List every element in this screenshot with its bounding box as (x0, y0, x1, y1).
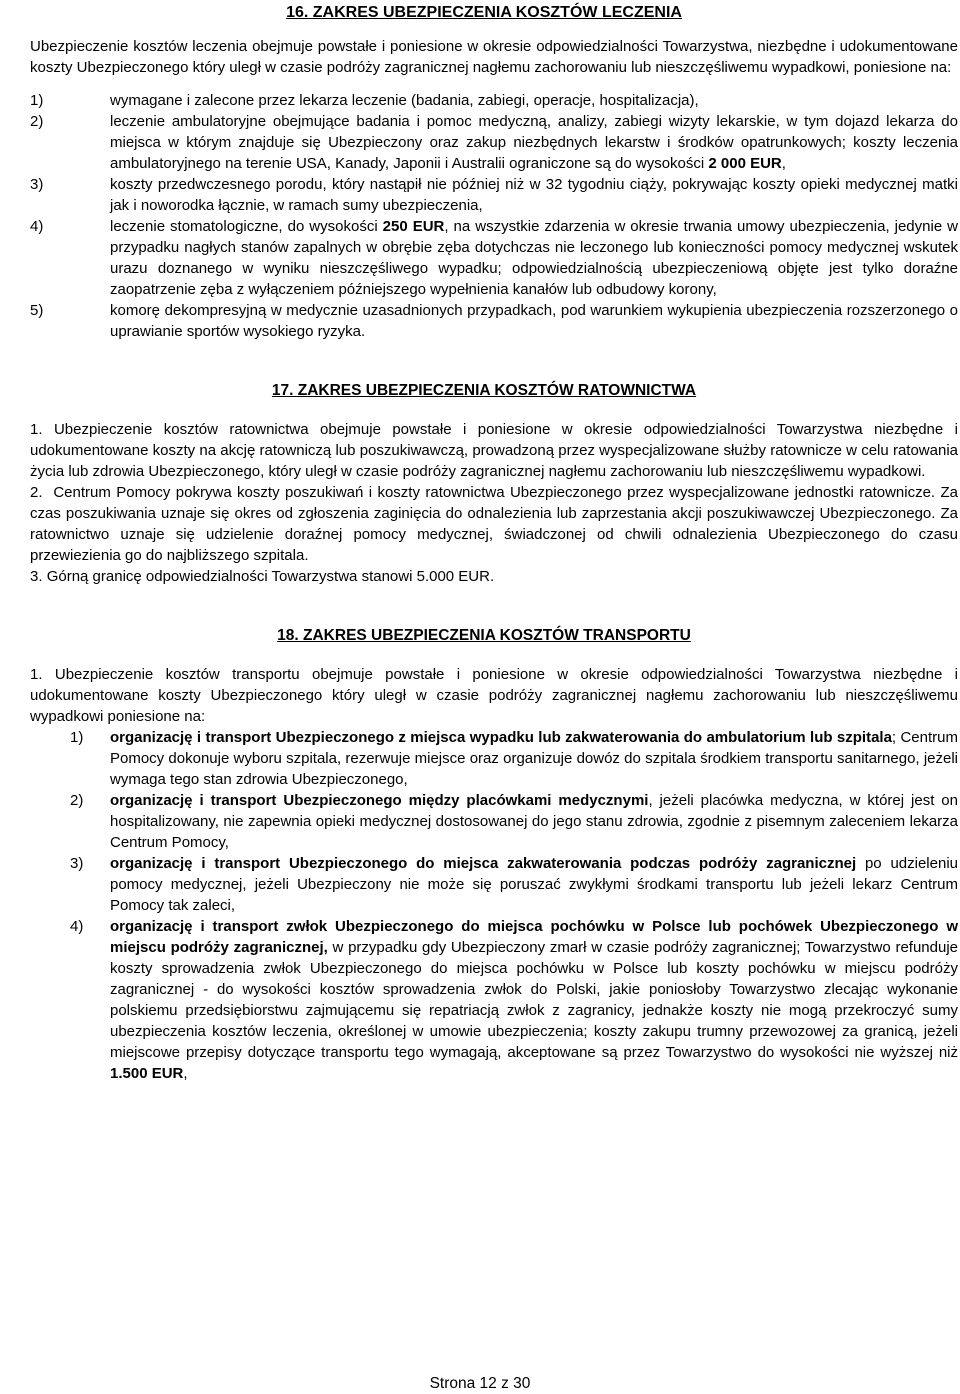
paragraph-number: 1. (30, 421, 43, 438)
item-text: po udzieleniu pomocy medycznej, jeżeli Ubezpieczony nie może się poruszać zwykłymi środkami transportu lub jeżeli lekarz Centrum Pomocy tak zaleci, (110, 855, 958, 914)
item-text-after: , (183, 1065, 188, 1082)
section-17-paragraph (30, 566, 958, 587)
item-bold-amount: 250 EUR (382, 218, 445, 235)
paragraph-number: 2. (30, 484, 43, 501)
item-number: 3) (30, 176, 44, 193)
list-item (30, 216, 958, 300)
item-number: 5) (30, 302, 44, 319)
section-18-body (30, 664, 958, 1084)
item-bold-text: organizację i transport Ubezpieczonego między placówkami medycznymi (110, 792, 649, 809)
item-bold-text: organizację i transport Ubezpieczonego do miejsca zakwaterowania podczas podróży zagranicznej (110, 855, 857, 872)
paragraph-number: 1. (30, 666, 43, 683)
paragraph-text: Ubezpieczenie kosztów ratownictwa obejmuje powstałe i poniesione w okresie odpowiedzialności Towarzystwa niezbędne i udokumentowane koszty na akcję ratowniczą lub poszukiwawczą, prowadzoną przez wyspecjalizowane służby ratownicze w celu ratowania życia lub zdrowia Ubezpieczonego, który uległ w czasie podróży zagranicznej nagłemu zachorowaniu lub nieszczęśliwemu wypadkowi. (30, 421, 958, 480)
item-number: 4) (30, 218, 44, 235)
item-text-after: , na wszystkie zdarzenia w okresie trwania umowy ubezpieczenia, jedynie w przypadku nagłych stanów zapalnych w obrębie zęba dotychczas nie leczonego lub konieczności pomocy medycznej wskutek urazu doznanego w wyniku nieszczęśliwego wypadku; odpowiedzialnością ubezpieczeniową objęte jest tylko doraźne zaopatrzenie zęba z wyłączeniem późniejszego wypełnienia kanałów lub odbudowy korony, (110, 218, 959, 298)
section-17-body (30, 419, 958, 587)
item-text: wymagane i zalecone przez lekarza leczenie (badania, zabiegi, operacje, hospitalizacja), (110, 92, 699, 109)
item-text: komorę dekompresyjną w medycznie uzasadnionych przypadkach, pod warunkiem wykupienia ubezpieczenia rozszerzonego o uprawianie sportów wysokiego ryzyka. (110, 302, 958, 340)
paragraph-text: Centrum Pomocy pokrywa koszty poszukiwań i koszty ratownictwa Ubezpieczonego przez wyspecjalizowane jednostki ratownicze. Za czas poszukiwania uznaje się okres od zgłoszenia zaginięcia do odnalezienia lub zaprzestania akcji poszukiwawczej Ubezpieczonego. Za ratownictwo uznaje się udzielenie doraźnej pomocy medycznej, świadczonej od chwili odnalezienia Ubezpieczonego do czasu przewiezienia go do najbliższego szpitala. (30, 484, 958, 564)
item-text: ; Centrum Pomocy dokonuje wyboru szpitala, rezerwuje miejsce oraz organizuje dowóz do szpitala środkiem transportu sanitarnego, jeżeli wymaga tego stan zdrowia Ubezpieczonego, (110, 729, 958, 788)
section-16-intro: Ubezpieczenie kosztów leczenia obejmuje powstałe i poniesione w okresie odpowiedzialności Towarzystwa, niezbędne i udokumentowane koszty Ubezpieczonego który uległ w czasie podróży zagranicznej nagłemu zachorowaniu lub nieszczęśliwemu wypadkowi, poniesione na: (30, 38, 958, 76)
paragraph-text: Górną granicę odpowiedzialności Towarzystwa stanowi 5.000 EUR. (46, 568, 495, 585)
section-16-heading: 16. ZAKRES UBEZPIECZENIA KOSZTÓW LECZENIA (286, 4, 682, 21)
item-number: 2) (30, 113, 44, 130)
list-item (70, 790, 958, 853)
item-number: 4) (70, 918, 84, 935)
item-bold-text: organizację i transport zwłok Ubezpieczonego do miejsca pochówku w Polsce lub pochówek Ubezpieczonego w miejscu podróży zagranicznej, (110, 918, 958, 956)
page-number-footer: Strona 12 z 30 (429, 1375, 531, 1392)
item-bold-amount: 1.500 EUR (110, 1065, 184, 1082)
item-number: 2) (70, 792, 84, 809)
item-text: leczenie stomatologiczne, do wysokości (110, 218, 383, 235)
item-text: koszty przedwczesnego porodu, który nastąpił nie później niż w 32 tygodniu ciąży, pokrywając koszty opieki medycznej matki jak i noworodka łącznie, w ramach sumy ubezpieczenia, (110, 176, 958, 214)
list-item (70, 853, 958, 916)
paragraph-text: Ubezpieczenie kosztów transportu obejmuje powstałe i poniesione w okresie odpowiedzialności Towarzystwa niezbędne i udokumentowane koszty Ubezpieczonego który uległ w czasie podróży zagranicznej nagłemu zachorowaniu lub nieszczęśliwemu wypadkowi poniesione na: (30, 666, 959, 725)
section-18-paragraph (30, 664, 958, 727)
document-page (30, 2, 958, 1084)
item-number: 3) (70, 855, 84, 872)
item-bold-text: organizację i transport Ubezpieczonego z miejsca wypadku lub zakwaterowania do ambulatorium lub szpitala (110, 729, 892, 746)
list-item (30, 90, 958, 111)
paragraph-number: 3. (30, 568, 43, 585)
list-item (30, 111, 958, 174)
item-text: , jeżeli placówka medyczna, w której jest on hospitalizowany, nie zapewnia opieki medycznej dostosowanej do jego stanu zdrowia, zgodnie z pisemnym zaleceniem lekarza Centrum Pomocy, (110, 792, 958, 851)
section-17-heading: 17. ZAKRES UBEZPIECZENIA KOSZTÓW RATOWNICTWA (271, 382, 697, 399)
section-18-heading: 18. ZAKRES UBEZPIECZENIA KOSZTÓW TRANSPORTU (277, 627, 691, 644)
item-number: 1) (30, 92, 44, 109)
section-16-list (30, 90, 958, 342)
section-17-paragraph (30, 419, 958, 482)
item-number: 1) (70, 729, 84, 746)
section-17-paragraph (30, 482, 958, 566)
list-item (70, 727, 958, 790)
list-item (30, 300, 958, 342)
item-text: w przypadku gdy Ubezpieczony zmarł w czasie podróży zagranicznej; Towarzystwo refunduje koszty sprowadzenia zwłok Ubezpieczonego do miejsca pochówku w Polsce lub koszty pochówku w miejscu podróży zagranicznej - do wysokości kosztów sprowadzenia zwłok do Polski, jakie poniosłoby Towarzystwo zlecając wykonanie polskiemu przedsiębiorstwu zajmującemu się repatriacją zwłok z zagranicy, jednakże koszty nie mogą przekroczyć sumy ubezpieczenia kosztów leczenia, określonej w umowie ubezpieczenia; koszty zakupu trumny przewozowej za granicą, jeżeli miejscowe przepisy dotyczące transportu tego wymagają, akceptowane są przez Towarzystwo do wysokości nie wyższej niż (110, 939, 958, 1061)
list-item (30, 174, 958, 216)
item-text-after: , (781, 155, 786, 172)
item-bold-amount: 2 000 EUR (708, 155, 782, 172)
list-item (70, 916, 958, 1084)
item-text: leczenie ambulatoryjne obejmujące badania i pomoc medyczną, analizy, zabiegi wizyty lekarskie, w tym dojazd lekarza do miejsca w którym znajduje się Ubezpieczony oraz zakup niezbędnych lekarstw i środków opatrunkowych; koszty leczenia ambulatoryjnego na terenie USA, Kanady, Japonii i Australii ograniczone są do wysokości (110, 113, 958, 172)
section-18-list (30, 727, 958, 1084)
